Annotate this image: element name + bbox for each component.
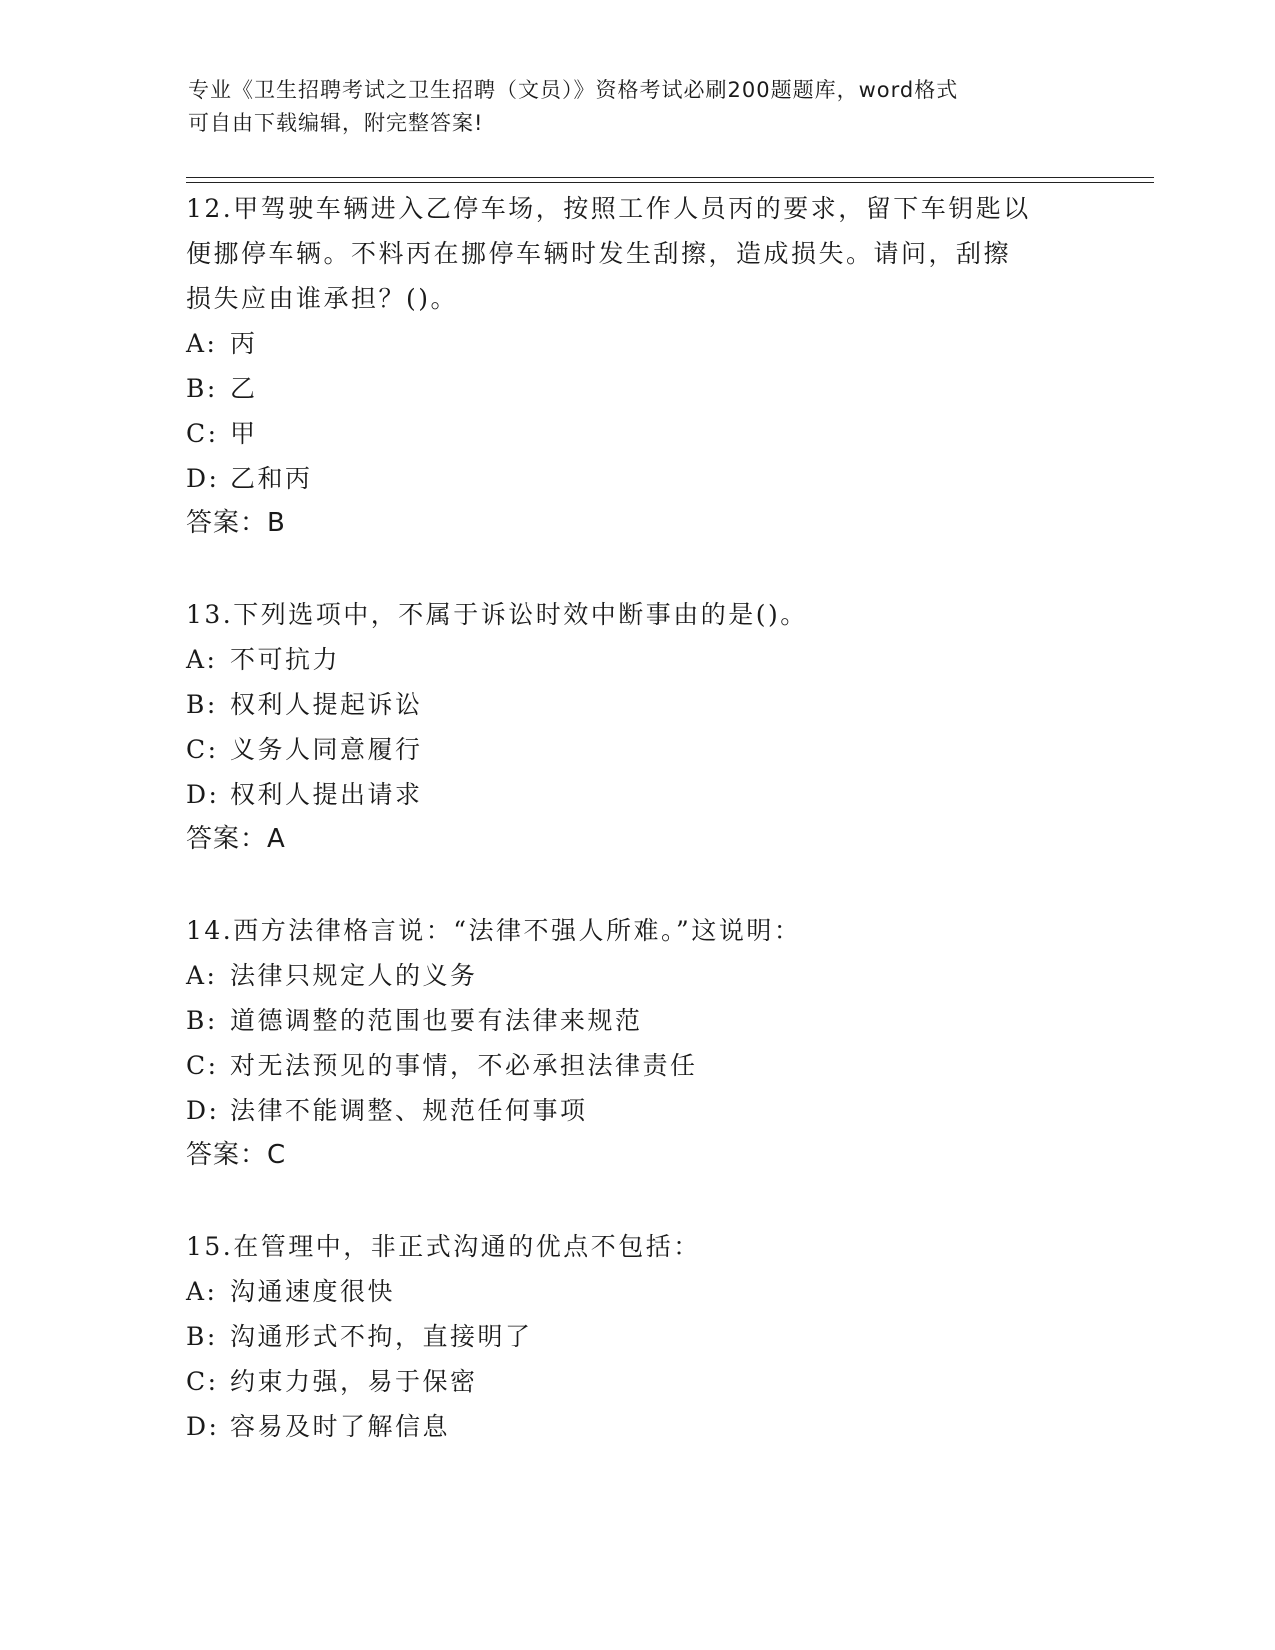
option-c	[186, 1359, 1086, 1404]
option-key: D:	[186, 464, 220, 493]
option-b	[186, 1314, 1086, 1359]
option-text: 不可抗力	[230, 645, 341, 674]
option-b	[186, 682, 1086, 727]
option-c	[186, 411, 1086, 456]
question-stem-line: 15.在管理中，非正式沟通的优点不包括：	[186, 1232, 701, 1261]
document-header	[188, 74, 1068, 140]
option-key: A:	[186, 961, 218, 990]
option-text: 权利人提起诉讼	[230, 690, 423, 719]
option-text: 法律只规定人的义务	[230, 961, 478, 990]
option-a	[186, 1269, 1086, 1314]
option-text: 沟通速度很快	[230, 1277, 396, 1306]
option-text: 乙	[230, 374, 258, 403]
header-divider-top	[186, 177, 1154, 178]
option-key: B:	[186, 690, 218, 719]
question-stem-line: 12.甲驾驶车辆进入乙停车场，按照工作人员丙的要求，留下车钥匙以	[186, 194, 1031, 223]
option-text: 丙	[230, 329, 258, 358]
option-text: 对无法预见的事情，不必承担法律责任	[230, 1051, 698, 1080]
option-d	[186, 772, 1086, 817]
option-text: 约束力强，易于保密	[230, 1367, 478, 1396]
option-key: A:	[186, 329, 218, 358]
question-12	[186, 186, 1086, 546]
option-key: B:	[186, 1322, 218, 1351]
option-text: 道德调整的范围也要有法律来规范	[230, 1006, 643, 1035]
option-d	[186, 1404, 1086, 1449]
option-a	[186, 953, 1086, 998]
option-key: A:	[186, 1277, 218, 1306]
option-key: B:	[186, 1006, 218, 1035]
option-b	[186, 366, 1086, 411]
option-a	[186, 321, 1086, 366]
header-line-1: 专业《卫生招聘考试之卫生招聘（文员）》资格考试必刷200题题库，word格式	[188, 78, 959, 102]
answer-line: 答案：B	[186, 508, 286, 538]
option-key: C:	[186, 1051, 219, 1080]
option-c	[186, 1043, 1086, 1088]
question-15	[186, 1224, 1086, 1449]
question-spacer	[186, 862, 1086, 908]
option-key: C:	[186, 735, 219, 764]
answer-line: 答案：C	[186, 1140, 287, 1170]
option-text: 甲	[230, 419, 258, 448]
question-14	[186, 908, 1086, 1178]
option-a	[186, 637, 1086, 682]
header-divider-bottom	[186, 182, 1154, 183]
option-c	[186, 727, 1086, 772]
option-d	[186, 456, 1086, 501]
question-list	[186, 186, 1086, 1449]
option-b	[186, 998, 1086, 1043]
option-key: C:	[186, 1367, 219, 1396]
option-key: D:	[186, 1412, 220, 1441]
question-stem-line: 13.下列选项中，不属于诉讼时效中断事由的是()。	[186, 600, 808, 629]
option-key: D:	[186, 1096, 220, 1125]
question-13	[186, 592, 1086, 862]
option-text: 容易及时了解信息	[230, 1412, 451, 1441]
option-text: 乙和丙	[230, 464, 313, 493]
question-stem-line: 便挪停车辆。不料丙在挪停车辆时发生刮擦，造成损失。请问，刮擦	[186, 239, 1012, 268]
answer-line: 答案：A	[186, 824, 286, 854]
option-key: A:	[186, 645, 218, 674]
option-d	[186, 1088, 1086, 1133]
option-key: B:	[186, 374, 218, 403]
option-text: 沟通形式不拘，直接明了	[230, 1322, 533, 1351]
question-stem-line: 损失应由谁承担？()。	[186, 284, 459, 313]
option-text: 权利人提出请求	[230, 780, 423, 809]
question-stem-line: 14.西方法律格言说：“法律不强人所难。”这说明：	[186, 916, 802, 945]
option-text: 义务人同意履行	[230, 735, 423, 764]
option-key: C:	[186, 419, 219, 448]
option-text: 法律不能调整、规范任何事项	[230, 1096, 588, 1125]
question-spacer	[186, 546, 1086, 592]
option-key: D:	[186, 780, 220, 809]
header-line-2: 可自由下载编辑，附完整答案!	[188, 111, 484, 135]
question-spacer	[186, 1178, 1086, 1224]
